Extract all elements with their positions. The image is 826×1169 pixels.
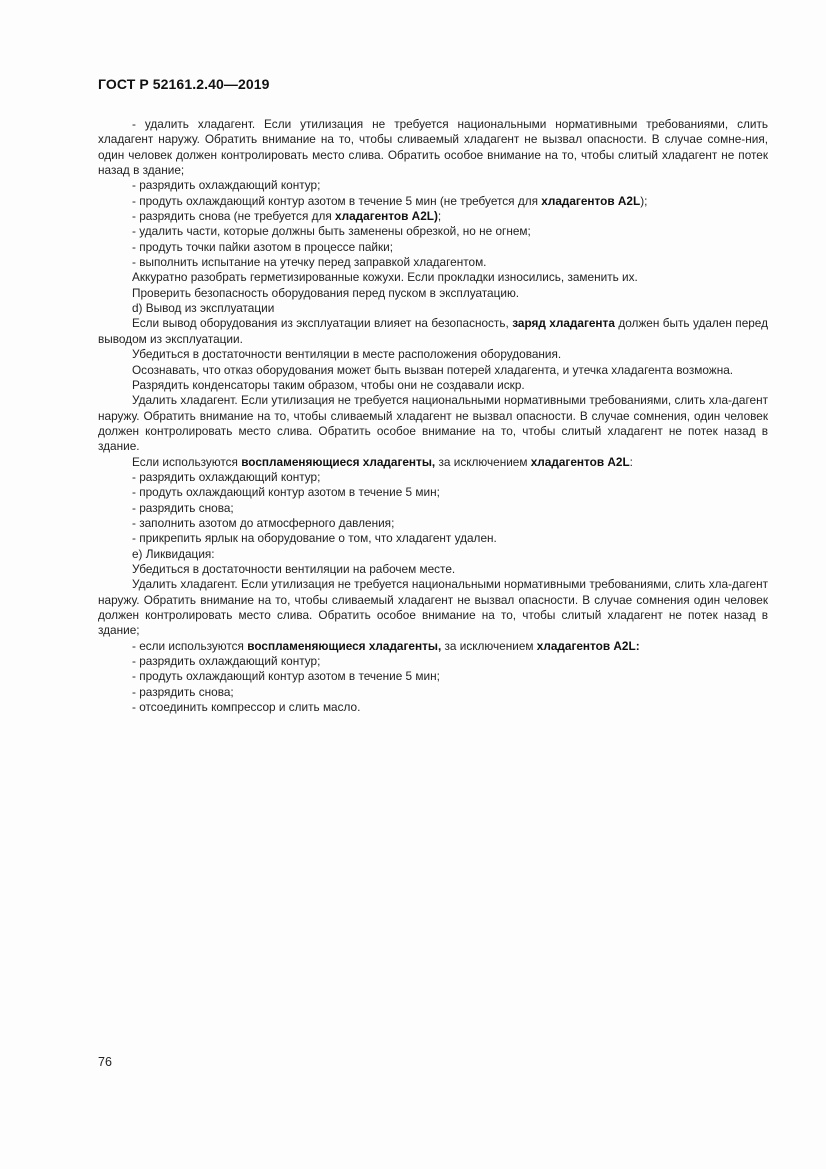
paragraph <box>98 363 768 378</box>
bold-term: хладагентов A2L: <box>536 638 640 653</box>
paragraph <box>98 117 768 178</box>
text-run: Удалить хладагент. Если утилизация не требуется национальными нормативными требованиями, слить хла-дагент наружу. Обратить внимание на то, чтобы сливаемый хладагент не вызвал опасности. В случае сомнения один человек должен контролировать место слива. Обратить особое внимание на то, чтобы слитый хладагент не потек назад в здание; <box>98 577 768 638</box>
text-run: - отсоединить компрессор и слить масло. <box>132 700 361 715</box>
list-item <box>98 654 768 669</box>
list-item <box>98 501 768 516</box>
text-run: e) Ликвидация: <box>132 546 215 561</box>
text-run: - прикрепить ярлык на оборудование о том, что хладагент удален. <box>132 531 497 546</box>
text-run: - разрядить снова (не требуется для <box>132 209 336 224</box>
text-run: - продуть охлаждающий контур азотом в течение 5 мин (не требуется для <box>132 193 542 208</box>
paragraph <box>98 547 768 562</box>
paragraph <box>98 301 768 316</box>
text-run: - если используются <box>132 638 248 653</box>
text-run: Убедиться в достаточности вентиляции на рабочем месте. <box>132 561 456 576</box>
document-body <box>98 117 768 715</box>
paragraph <box>98 378 768 393</box>
text-run: за исключением <box>435 454 531 469</box>
text-run: - заполнить азотом до атмосферного давления; <box>132 515 395 530</box>
list-item <box>98 531 768 546</box>
bold-term: воспламеняющиеся хладагенты, <box>241 454 436 469</box>
list-item <box>98 470 768 485</box>
text-run: Осознавать, что отказ оборудования может быть вызван потерей хладагента, и утечка хладагента возможна. <box>132 362 734 377</box>
list-item <box>98 240 768 255</box>
list-item <box>98 194 768 209</box>
text-run: - удалить части, которые должны быть заменены обрезкой, но не огнем; <box>132 224 531 239</box>
bold-term: хладагентов A2L <box>541 193 641 208</box>
paragraph <box>98 347 768 362</box>
text-run: ); <box>640 193 648 208</box>
list-item <box>98 685 768 700</box>
list-item <box>98 209 768 224</box>
list-item <box>98 224 768 239</box>
paragraph <box>98 562 768 577</box>
text-run: Если используются <box>132 454 242 469</box>
text-run: : <box>629 454 633 469</box>
text-run: Разрядить конденсаторы таким образом, чтобы они не создавали искр. <box>132 377 525 392</box>
text-run: Убедиться в достаточности вентиляции в месте расположения оборудования. <box>132 347 562 362</box>
text-run: - разрядить охлаждающий контур; <box>132 178 321 193</box>
text-run: - продуть охлаждающий контур азотом в течение 5 мин; <box>132 485 440 500</box>
list-item <box>98 516 768 531</box>
text-run: ; <box>437 209 442 224</box>
text-run: Удалить хладагент. Если утилизация не требуется национальными нормативными требованиями, слить хла-дагент наружу. Обратить внимание на то, чтобы сливаемый хладагент не вызвал опасности. В случае сомнения, один человек должен контролировать место слива. Обратить особое внимание на то, чтобы слитый хладагент не потек назад в здание. <box>98 393 768 454</box>
text-run: - продуть точки пайки азотом в процессе пайки; <box>132 239 394 254</box>
text-run: d) Вывод из эксплуатации <box>132 301 275 316</box>
text-run: - выполнить испытание на утечку перед заправкой хладагентом. <box>132 255 487 270</box>
text-run: Проверить безопасность оборудования перед пуском в эксплуатацию. <box>132 285 520 300</box>
paragraph <box>98 455 768 470</box>
text-run: - удалить хладагент. Если утилизация не требуется национальными нормативными требованиями, слить хладагент наружу. Обратить внимание на то, чтобы сливаемый хладагент не вызвал опасности. В случае сомне-ния, один человек должен контролировать место слива. Обратить особое внимание на то, чтобы слитый хладагент не потек назад в здание; <box>98 117 768 178</box>
list-item <box>98 639 768 654</box>
paragraph <box>98 286 768 301</box>
paragraph <box>98 316 768 347</box>
list-item <box>98 178 768 193</box>
text-run: - разрядить снова; <box>132 684 234 699</box>
text-run: Если вывод оборудования из эксплуатации влияет на безопасность, <box>132 316 513 331</box>
page-number: 76 <box>98 1055 112 1069</box>
bold-term: заряд хладагента <box>512 316 615 331</box>
bold-term: хладагентов A2L) <box>335 209 438 224</box>
list-item <box>98 669 768 684</box>
text-run: - разрядить охлаждающий контур; <box>132 654 321 669</box>
paragraph <box>98 393 768 454</box>
paragraph <box>98 577 768 638</box>
list-item <box>98 700 768 715</box>
text-run: за исключением <box>441 638 537 653</box>
text-run: должен быть удален перед выводом из эксплуатации. <box>98 316 768 346</box>
text-run: - разрядить снова; <box>132 500 234 515</box>
document-header: ГОСТ Р 52161.2.40—2019 <box>98 76 270 92</box>
bold-term: хладагентов A2L <box>530 454 630 469</box>
list-item <box>98 485 768 500</box>
text-run: - разрядить охлаждающий контур; <box>132 469 321 484</box>
bold-term: воспламеняющиеся хладагенты, <box>247 638 442 653</box>
text-run: - продуть охлаждающий контур азотом в течение 5 мин; <box>132 669 440 684</box>
list-item <box>98 255 768 270</box>
paragraph <box>98 270 768 285</box>
text-run: Аккуратно разобрать герметизированные кожухи. Если прокладки износились, заменить их. <box>132 270 638 285</box>
